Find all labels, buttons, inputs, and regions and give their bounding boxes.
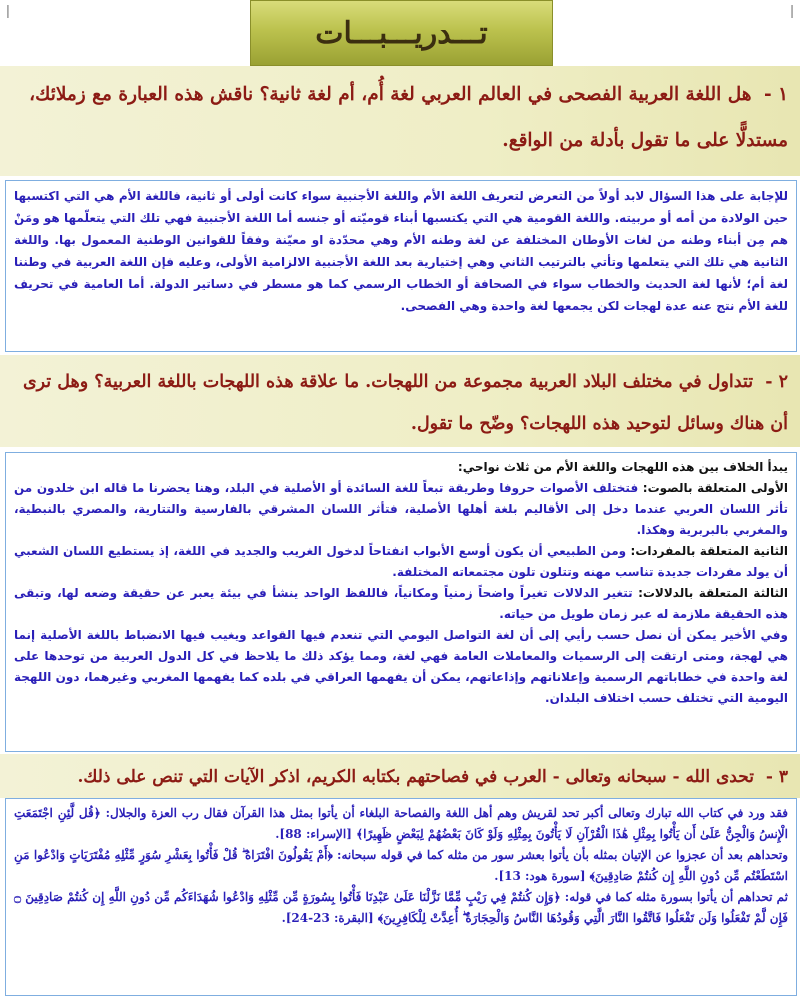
answer-3-paragraph-hud: وتحداهم بعد أن عجزوا عن الإتيان بمثله بأن يأتوا بعشر سور من مثله كما في قوله سبحانه: ﴿أَمْ يَقُولُونَ افْتَرَاهُ ۖ قُلْ فَأْتُوا بِعَشْرِ سُوَرٍ مِّثْلِهِ مُفْتَرَيَاتٍ وَادْعُوا مَنِ اسْتَطَعْتُم مِّن دُونِ اللَّهِ إِن كُنتُمْ صَادِقِينَ﴾ [سورة هود: 13]. [14, 848, 788, 883]
question-2 [0, 355, 800, 447]
answer-2-paragraph-semantics [14, 583, 788, 625]
answer-2-text-semantics: تتغير الدلالات تغيراً واضحاً زمنياً ومكانياً، فاللفظ الواحد ينشأ في بيئة يعبر عن حقيقة وضعه لها، وتبقى هذه الحقيقة ملازمة له عبر زمان طويل من حياته. [14, 586, 788, 621]
answer-3-paragraph-baqarah: ثم تحداهم أن يأتوا بسورة مثله كما في قوله: ﴿وَإِن كُنتُمْ فِي رَيْبٍ مِّمَّا نَزَّلْنَا عَلَىٰ عَبْدِنَا فَأْتُوا بِسُورَةٍ مِّن مِّثْلِهِ وَادْعُوا شُهَدَاءَكُم مِّن دُونِ اللَّهِ إِن كُنتُمْ صَادِقِينَ ۝ فَإِن لَّمْ تَفْعَلُوا وَلَن تَفْعَلُوا فَاتَّقُوا النَّارَ الَّتِي وَقُودُهَا النَّاسُ وَالْحِجَارَةُ ۖ أُعِدَّتْ لِلْكَافِرِينَ﴾ [البقرة: 23-24]. [14, 890, 788, 925]
question-3-number: ٣ - [765, 767, 788, 787]
question-1-text: هل اللغة العربية الفصحى في العالم العربي لغة أُم، أم لغة ثانية؟ ناقش هذه العبارة مع زملائك، مستدلًّا على ما تقول بأدلة من الواقع. [29, 84, 788, 151]
page-title: تـــدريـــبـــات [315, 15, 488, 51]
answer-2-intro: يبدأ الخلاف بين هذه اللهجات واللغة الأم من ثلاث نواحي: [457, 460, 788, 474]
answer-1-text: للإجابة على هذا السؤال لابد أولاً من التعرض لتعريف اللغة الأم واللغة الأجنبية سواء كانت أولى أو ثانية، فاللغة الأم هي التي اكتسبها حين الولادة من أمه أو مربيته. واللغة القومية هي التي يكتسبها أبناء قوميّته أو جنسه أما اللغة الأجنبية فهي تلك التي يتعلّمها هو ومَنْ هم مِن أبناء وطنه من لغات الأوطان المختلفة عن لغة وطنه الأم وهي محدّدة او معيّنة وفقاً للقوانين الوطنية المعمول بها. واللغة الثانية هي تلك التي يتعلمها وتأتي بالترتيب الثاني وهي إختيارية بعد اللغة الأجنبية الالزامية الأولى، وعليه فإن اللغة العربية في وطننا لغة أم؛ لأنها لغة الحديث والخطاب سواء في الصحافة أو الخطاب الرسمي كما هو مسطر في دساتير الدولة. أما العامية في تحريف للغة الأم نتج عنه عدة لهجات لكن يجمعها لغة واحدة وهي الفصحى. [14, 189, 788, 313]
question-2-number: ٢ - [765, 372, 788, 392]
answer-2-text-vocabulary: ومن الطبيعي أن يكون أوسع الأبواب انفتاحاً لدخول الغريب والجديد في اللغة، إذ يستطيع اللسان الشعبي أن يولد مفردات جديدة تناسب مهنه وتتلون تلون مجتمعاته المختلفة. [14, 544, 788, 579]
answer-2-paragraph-vocabulary [14, 541, 788, 583]
answer-2-conclusion: وفي الأخير يمكن أن نصل حسب رأيي إلى أن لغة التواصل اليومي التي تنعدم فيها القواعد ويغيب فيها الانضباط باللغة الأصلية إنما هي لهجة، ومتى ارتقت إلى الرسميات والمعاملات العامة فهي لغة، ومما يؤكد ذلك ما يلاحظ في كل الدول العربية من توحدها على لغة واحدة في خطاباتهم الرسمية وإعلاناتهم وإذاعاتهم، يمكن أن يفهمها العراقي في بلده كما يفهمها المغربي وغيرهما، دون اللهجة اليومية التي تختلف حسب اختلاف البلدان. [14, 628, 788, 705]
answer-2-label-semantics: الثالثة المتعلقة بالدلالات: [638, 586, 789, 600]
question-1-number: ١ - [763, 84, 788, 105]
title-banner [250, 0, 553, 66]
question-3 [0, 754, 800, 798]
answer-2 [5, 452, 797, 752]
corner-mark-right: ǀ [790, 4, 794, 19]
corner-mark-left: ǀ [6, 4, 10, 19]
answer-3 [5, 798, 797, 996]
answer-2-label-vocabulary: الثانية المتعلقة بالمفردات: [630, 544, 788, 558]
answer-2-label-sound: الأولى المتعلقة بالصوت: [642, 481, 788, 495]
question-1 [0, 66, 800, 176]
answer-3-paragraph-isra: فقد ورد في كتاب الله تبارك وتعالى أكبر تحد لقريش وهم أهل اللغة والفصاحة البلغاء أن يأتوا بمثل هذا القرآن فقال رب العزة والجلال: ﴿قُل لَّئِنِ اجْتَمَعَتِ الْإِنسُ وَالْجِنُّ عَلَىٰ أَن يَأْتُوا بِمِثْلِ هَٰذَا الْقُرْآنِ لَا يَأْتُونَ بِمِثْلِهِ وَلَوْ كَانَ بَعْضُهُمْ لِبَعْضٍ ظَهِيرًا﴾ [الإسراء: 88]. [14, 806, 788, 841]
answer-2-paragraph-sound [14, 478, 788, 541]
answer-1 [5, 180, 797, 352]
question-2-text: تتداول في مختلف البلاد العربية مجموعة من اللهجات. ما علاقة هذه اللهجات باللغة العربية؟ وهل ترى أن هناك وسائل لتوحيد هذه اللهجات؟ وضّح ما تقول. [22, 372, 788, 434]
question-3-text: تحدى الله - سبحانه وتعالى - العرب في فصاحتهم بكتابه الكريم، اذكر الآيات التي تنص على ذلك. [77, 767, 754, 787]
answer-2-text-sound: فتختلف الأصوات حروفا وطريقة تبعاً للغة السائدة أو الأصلية في البلد، وهنا يحضرنا ما قاله ابن خلدون من تأثر اللسان العربي عندما دخل إلى الأقاليم بلغة أهلها الأصلية، فتأثر اللسان المشرقي بالفارسية والتتارية، والمصري بالنبطية، والمغربي بالبربرية وهكذا. [14, 481, 788, 537]
